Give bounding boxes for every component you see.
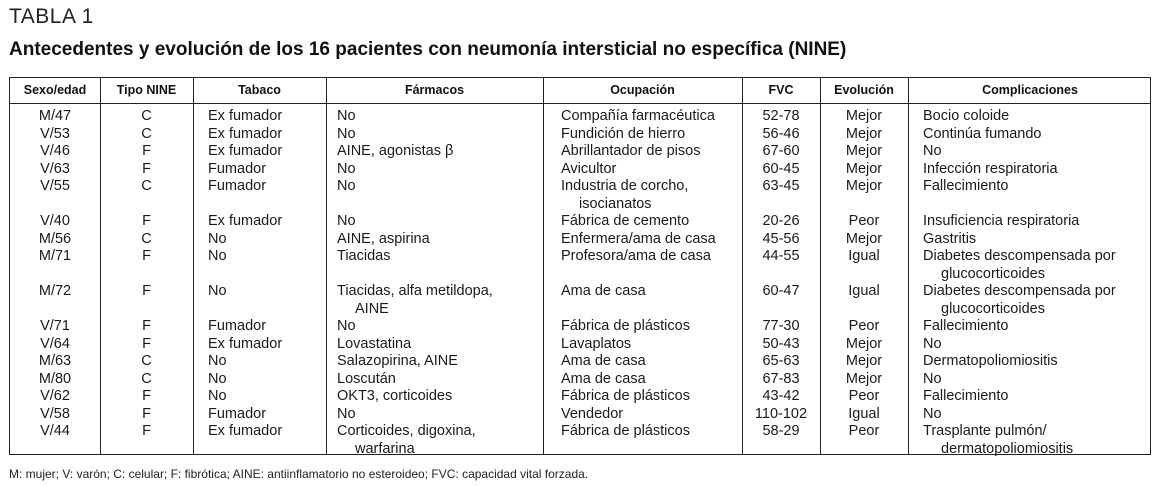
cell-evolucion: Mejor [845,143,883,159]
cell-sexo-edad: V/46 [40,143,70,159]
header-farmacos: Fármacos [404,83,465,97]
cell-complicaciones: Diabetes descompensada por glucocorticoides [923,283,1116,317]
cell-tabaco: Ex fumador [208,335,283,352]
cell-fvc: 58-29 [762,423,800,439]
cell-tabaco: No [208,283,227,299]
cell-sexo-edad: M/63 [38,353,72,369]
cell-ocupacion: Enfermera/ama de casa [561,230,716,247]
cell-tipo-nine: F [142,318,151,334]
cell-tabaco: No [208,388,227,404]
cell-farmacos: No [337,318,356,334]
cell-fvc: 43-42 [762,388,800,404]
cell-complicaciones: No [923,370,942,387]
footnote: M: mujer; V: varón; C: celular; F: fibrótica; AINE: antiinflamatorio no esteroideo; FVC: capacidad vital forzada. [9,467,589,481]
header-evolucion: Evolución [834,83,894,97]
cell-evolucion: Mejor [845,230,883,247]
cell-evolucion: Mejor [845,108,883,124]
cell-ocupacion: Fábrica de plásticos [561,388,690,404]
cell-ocupacion: Ama de casa [561,353,646,369]
cell-farmacos: No [337,108,356,124]
header-tabaco: Tabaco [238,83,281,97]
cell-fvc: 56-46 [762,125,800,142]
cell-sexo-edad: V/40 [40,213,70,229]
cell-fvc: 110-102 [754,405,808,422]
cell-tabaco: Ex fumador [208,125,283,142]
cell-tipo-nine: F [142,248,151,264]
cell-evolucion: Peor [848,318,880,334]
cell-tabaco: Fumador [208,160,267,177]
cell-fvc: 52-78 [762,108,800,124]
cell-tabaco: Ex fumador [208,213,283,229]
cell-tabaco: Fumador [208,178,267,194]
cell-fvc: 63-45 [762,178,800,194]
cell-ocupacion: Fábrica de plásticos [561,423,690,439]
cell-ocupacion: Vendedor [561,405,624,422]
table-label: TABLA 1 [9,5,94,28]
cell-farmacos: No [337,213,356,229]
cell-complicaciones: Fallecimiento [923,318,1009,334]
cell-tipo-nine: F [142,160,151,177]
cell-sexo-edad: V/58 [40,405,70,422]
cell-sexo-edad: V/64 [40,335,70,352]
cell-tipo-nine: F [142,405,151,422]
cell-evolucion: Mejor [845,335,883,352]
cell-ocupacion: Fundición de hierro [561,125,686,142]
cell-tipo-nine: C [141,178,152,194]
cell-tipo-nine: C [141,125,152,142]
cell-tabaco: No [208,353,227,369]
cell-farmacos: Corticoides, digoxina, warfarina [337,423,476,457]
cell-fvc: 20-26 [762,213,800,229]
cell-complicaciones: No [923,335,942,352]
cell-complicaciones: Bocio coloide [923,108,1010,124]
cell-fvc: 77-30 [762,318,800,334]
cell-fvc: 50-43 [762,335,800,352]
cell-tipo-nine: C [141,230,152,247]
data-table [9,77,1151,455]
cell-complicaciones: Diabetes descompensada por glucocorticoides [923,248,1116,282]
cell-tabaco: Fumador [208,318,267,334]
cell-sexo-edad: V/44 [40,423,70,439]
cell-sexo-edad: V/62 [40,388,70,404]
cell-ocupacion: Fábrica de cemento [561,213,690,229]
cell-complicaciones: Insuficiencia respiratoria [923,213,1080,229]
cell-complicaciones: Dermatopoliomiositis [923,353,1058,369]
cell-farmacos: AINE, aspirina [337,230,430,247]
header-ocupacion: Ocupación [610,83,675,97]
cell-ocupacion: Abrillantador de pisos [561,143,701,159]
cell-evolucion: Mejor [845,178,883,194]
cell-ocupacion: Compañía farmacéutica [561,108,715,124]
cell-farmacos: No [337,160,356,177]
cell-evolucion: Mejor [845,353,883,369]
column-divider [908,78,909,454]
column-divider [543,78,544,454]
cell-ocupacion: Ama de casa [561,283,646,299]
cell-tipo-nine: F [142,213,151,229]
cell-complicaciones: Infección respiratoria [923,160,1058,177]
cell-tabaco: Fumador [208,405,267,422]
cell-evolucion: Mejor [845,370,883,387]
header-tipo-nine: Tipo NINE [116,83,177,97]
header-divider [10,103,1150,104]
cell-tipo-nine: F [142,388,151,404]
cell-farmacos: Salazopirina, AINE [337,353,458,369]
cell-sexo-edad: M/71 [38,248,72,264]
cell-complicaciones: No [923,143,942,159]
cell-complicaciones: Continúa fumando [923,125,1042,142]
cell-fvc: 65-63 [762,353,800,369]
cell-tipo-nine: F [142,423,151,439]
cell-tabaco: Ex fumador [208,108,283,124]
cell-ocupacion: Fábrica de plásticos [561,318,690,334]
cell-sexo-edad: V/53 [40,125,70,142]
cell-ocupacion: Lavaplatos [561,335,632,352]
cell-fvc: 60-45 [762,160,800,177]
cell-tabaco: Ex fumador [208,423,283,439]
header-fvc: FVC [768,83,794,97]
cell-tipo-nine: F [142,283,151,299]
cell-evolucion: Igual [848,248,880,264]
cell-sexo-edad: V/63 [40,160,70,177]
cell-ocupacion: Industria de corcho, isocianatos [561,178,689,212]
cell-ocupacion: Ama de casa [561,370,646,387]
cell-evolucion: Peor [848,213,880,229]
cell-fvc: 44-55 [762,248,800,264]
cell-complicaciones: Fallecimiento [923,388,1009,404]
cell-complicaciones: Gastritis [923,230,977,247]
cell-sexo-edad: M/56 [38,230,72,247]
cell-farmacos: AINE, agonistas β [337,143,454,159]
cell-farmacos: Tiacidas, alfa metildopa, AINE [337,283,493,317]
cell-sexo-edad: M/47 [38,108,72,124]
cell-fvc: 67-60 [762,143,800,159]
cell-evolucion: Mejor [845,125,883,142]
cell-evolucion: Igual [848,283,880,299]
cell-tipo-nine: C [141,353,152,369]
cell-evolucion: Peor [848,388,880,404]
cell-fvc: 45-56 [762,230,800,247]
cell-sexo-edad: M/72 [38,283,72,299]
cell-farmacos: Loscután [337,370,396,387]
cell-farmacos: No [337,178,356,194]
header-complicaciones: Complicaciones [982,83,1078,97]
cell-farmacos: Tiacidas [337,248,391,264]
cell-fvc: 60-47 [762,283,800,299]
cell-complicaciones: No [923,405,942,422]
cell-evolucion: Igual [848,405,880,422]
cell-evolucion: Mejor [845,160,883,177]
cell-ocupacion: Profesora/ama de casa [561,248,711,264]
cell-farmacos: No [337,125,356,142]
cell-tabaco: No [208,248,227,264]
cell-sexo-edad: V/55 [40,178,70,194]
cell-tipo-nine: F [142,335,151,352]
cell-farmacos: OKT3, corticoides [337,388,453,404]
cell-complicaciones: Fallecimiento [923,178,1009,194]
cell-tabaco: No [208,370,227,387]
cell-tabaco: Ex fumador [208,143,283,159]
cell-ocupacion: Avicultor [561,160,617,177]
header-sexo-edad: Sexo/edad [23,83,87,97]
cell-evolucion: Peor [848,423,880,439]
cell-tipo-nine: C [141,108,152,124]
table-title: Antecedentes y evolución de los 16 pacientes con neumonía intersticial no específica (NINE) [9,39,847,60]
cell-sexo-edad: M/80 [38,370,72,387]
cell-fvc: 67-83 [762,370,800,387]
cell-farmacos: No [337,405,356,422]
cell-sexo-edad: V/71 [40,318,70,334]
cell-tipo-nine: C [141,370,152,387]
cell-tipo-nine: F [142,143,151,159]
column-divider [193,78,194,454]
cell-farmacos: Lovastatina [337,335,412,352]
cell-tabaco: No [208,230,227,247]
cell-complicaciones: Trasplante pulmón/ dermatopoliomiositis [923,423,1074,457]
column-divider [326,78,327,454]
